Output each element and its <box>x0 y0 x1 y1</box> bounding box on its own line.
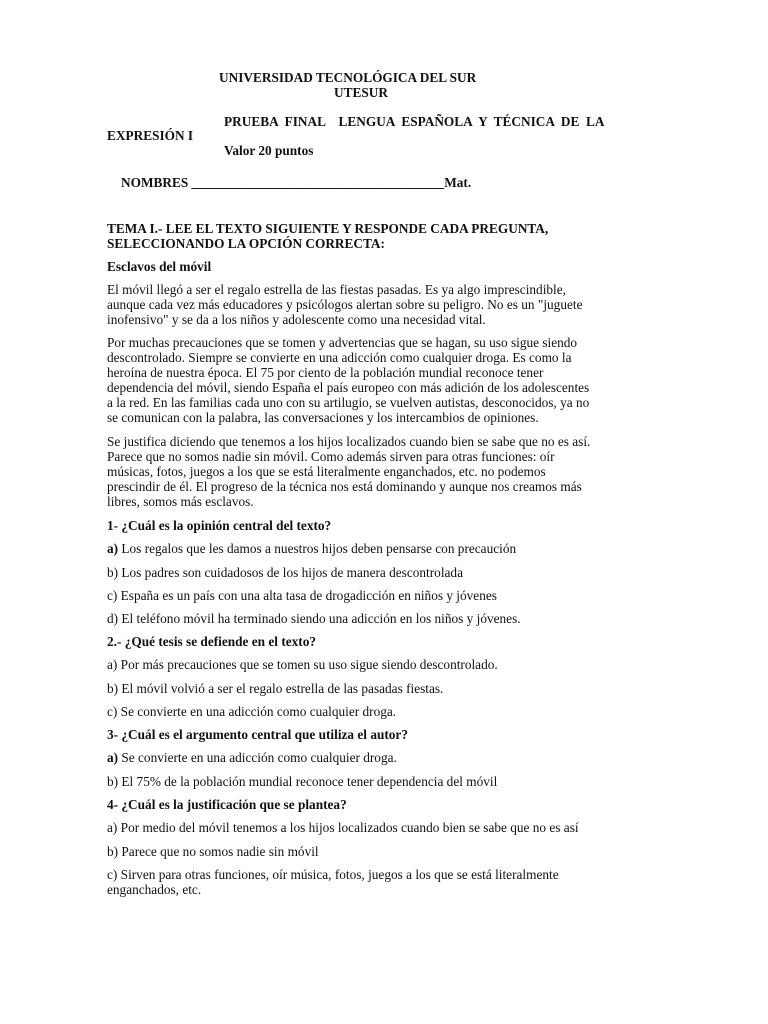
paragraph-text: Se justifica diciendo que tenemos a los hijos localizados cuando bien se sabe que no es así. Parece que no somos nadie sin móvil. Como además sirven para otras funciones: oír músicas, fotos, juegos a los que se está literalmente enganchados, etc. no podemos prescindir de él. El progreso de la técnica nos está dominando y aunque nos creamos más libres, somos más esclavos. <box>107 434 591 509</box>
question-4-option-c[interactable] <box>107 867 659 897</box>
question-2-option-a[interactable] <box>107 657 498 672</box>
option-text: Por más precauciones que se tomen su uso sigue siendo descontrolado. <box>117 657 498 672</box>
university-name: UNIVERSIDAD TECNOLÓGICA DEL SUR <box>219 70 477 85</box>
option-letter: b) <box>107 565 119 580</box>
option-letter: c) <box>107 588 118 603</box>
question-4-option-a[interactable] <box>107 820 579 835</box>
option-letter: d) <box>107 611 119 626</box>
names-field-label: NOMBRES ______________________________________Mat. <box>121 175 472 190</box>
option-letter: b) <box>107 774 119 789</box>
question-3-option-a[interactable] <box>107 750 397 765</box>
tema-heading-line2: SELECCIONANDO LA OPCIÓN CORRECTA: <box>107 236 385 251</box>
question-2-option-c[interactable] <box>107 704 396 719</box>
option-letter: a) <box>107 541 119 556</box>
option-text: Los padres son cuidadosos de los hijos de manera descontrolada <box>118 565 463 580</box>
exam-title-line2: EXPRESIÓN I <box>107 128 194 143</box>
text-paragraph-1 <box>107 282 659 327</box>
question-1-option-c[interactable] <box>107 588 497 603</box>
option-text: Sirven para otras funciones, oír música, fotos, juegos a los que se está literalmente enganchados, etc. <box>107 867 559 897</box>
exam-value: Valor 20 puntos <box>224 143 314 158</box>
option-text: Se convierte en una adicción como cualquier droga. <box>117 704 397 719</box>
question-2-option-b[interactable] <box>107 681 443 696</box>
option-letter: b) <box>107 681 119 696</box>
option-full-text <box>107 867 659 897</box>
question-1-option-a[interactable] <box>107 541 516 556</box>
option-text: Los regalos que les damos a nuestros hijos deben pensarse con precaución <box>118 541 517 556</box>
exam-title-line1: PRUEBA FINAL LENGUA ESPAÑOLA Y TÉCNICA DE LA <box>224 114 605 129</box>
option-letter: b) <box>107 844 119 859</box>
question-2: 2.- ¿Qué tesis se defiende en el texto? <box>107 634 317 649</box>
text-paragraph-2 <box>107 335 659 425</box>
university-acronym: UTESUR <box>334 85 388 100</box>
option-text: Por medio del móvil tenemos a los hijos localizados cuando bien se sabe que no es así <box>117 820 579 835</box>
option-letter: c) <box>107 704 118 719</box>
text-paragraph-3 <box>107 434 659 509</box>
option-text: El 75% de la población mundial reconoce tener dependencia del móvil <box>118 774 498 789</box>
question-3-option-b[interactable] <box>107 774 497 789</box>
text-title: Esclavos del móvil <box>107 259 212 274</box>
question-4-option-b[interactable] <box>107 844 319 859</box>
tema-heading-line1: TEMA I.- LEE EL TEXTO SIGUIENTE Y RESPONDE CADA PREGUNTA, <box>107 221 549 236</box>
question-1-option-b[interactable] <box>107 565 463 580</box>
option-text: España es un país con una alta tasa de drogadicción en niños y jóvenes <box>117 588 497 603</box>
paragraph-text: Por muchas precauciones que se tomen y advertencias que se hagan, su uso sigue siendo descontrolado. Siempre se convierte en una adicción como cualquier droga. Es como la heroína de nuestra época. El 75 por ciento de la población mundial reconoce tener dependencia del móvil, siendo España el país europeo con más adición de los adolescentes a la red. En las familias cada uno con su artilugio, se vuelven autistas, desconocidos, ya no se comunican con la palabra, las conversaciones y los intercambios de opiniones. <box>107 335 590 425</box>
question-4: 4- ¿Cuál es la justificación que se plantea? <box>107 797 347 812</box>
option-letter: c) <box>107 867 118 882</box>
question-3: 3- ¿Cuál es el argumento central que utiliza el autor? <box>107 727 408 742</box>
option-text: Parece que no somos nadie sin móvil <box>118 844 319 859</box>
option-letter: a) <box>107 820 118 835</box>
option-text: El teléfono móvil ha terminado siendo una adicción en los niños y jóvenes. <box>118 611 521 626</box>
option-letter: a) <box>107 750 119 765</box>
option-text: Se convierte en una adicción como cualquier droga. <box>118 750 397 765</box>
question-1: 1- ¿Cuál es la opinión central del texto? <box>107 518 332 533</box>
option-letter: a) <box>107 657 118 672</box>
paragraph-text: El móvil llegó a ser el regalo estrella de las fiestas pasadas. Es ya algo imprescindible, aunque cada vez más educadores y psicólogos alertan sobre su peligro. No es un "juguete inofensivo" y se da a los niños y adolescente como una necesidad vital. <box>107 282 583 327</box>
question-1-option-d[interactable] <box>107 611 521 626</box>
option-text: El móvil volvió a ser el regalo estrella de las pasadas fiestas. <box>118 681 444 696</box>
